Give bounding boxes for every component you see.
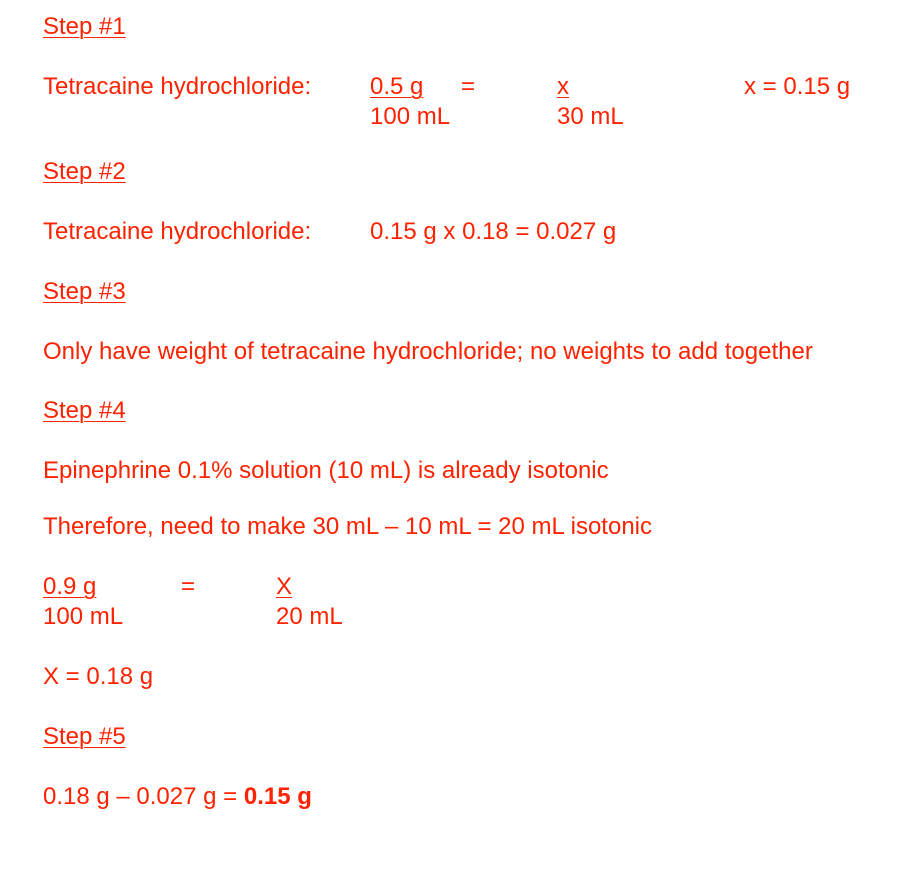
step1-fraction2-denominator: 30 mL bbox=[557, 103, 624, 130]
step1-heading: Step #1 bbox=[43, 13, 126, 40]
step1-fraction2-numerator: x bbox=[557, 73, 569, 100]
step5-final-answer: 0.15 g bbox=[243, 783, 312, 810]
step5-heading: Step #5 bbox=[43, 723, 126, 750]
step4-fraction2-numerator: X bbox=[276, 573, 293, 600]
step1-fraction1-numerator: 0.5 g bbox=[370, 73, 424, 100]
step3-heading: Step #3 bbox=[43, 278, 126, 305]
step1-result: x = 0.15 g bbox=[744, 73, 851, 100]
step4-heading: Step #4 bbox=[43, 397, 126, 424]
step2-label: Tetracaine hydrochloride: bbox=[43, 218, 312, 245]
step4-result: X = 0.18 g bbox=[43, 663, 154, 690]
step4-fraction1-denominator: 100 mL bbox=[43, 603, 124, 630]
step4-fraction2-denominator: 20 mL bbox=[276, 603, 343, 630]
step4-equals-sign: = bbox=[181, 573, 196, 600]
step4-fraction1-numerator: 0.9 g bbox=[43, 573, 97, 600]
step1-label: Tetracaine hydrochloride: bbox=[43, 73, 312, 100]
step4-line2: Therefore, need to make 30 mL – 10 mL = 20 mL isotonic bbox=[43, 513, 652, 540]
step2-calculation: 0.15 g x 0.18 = 0.027 g bbox=[370, 218, 617, 245]
step5-calculation: 0.18 g – 0.027 g = bbox=[43, 783, 244, 810]
step5-calculation-line bbox=[43, 783, 312, 811]
step1-equals-sign: = bbox=[461, 73, 476, 100]
step1-fraction1-denominator: 100 mL bbox=[370, 103, 451, 130]
step2-heading: Step #2 bbox=[43, 158, 126, 185]
step3-text: Only have weight of tetracaine hydrochloride; no weights to add together bbox=[43, 338, 813, 365]
step4-line1: Epinephrine 0.1% solution (10 mL) is already isotonic bbox=[43, 457, 609, 484]
